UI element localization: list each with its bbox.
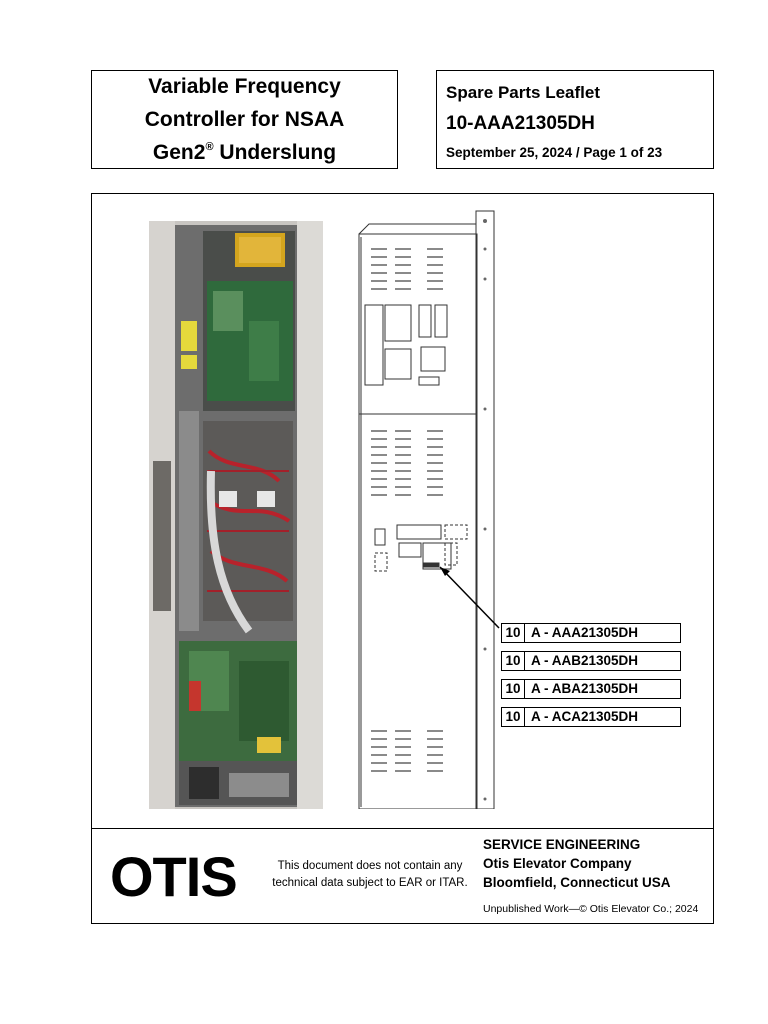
part-qty: 10: [502, 624, 525, 642]
part-label: [501, 679, 681, 699]
registered-mark: ®: [205, 141, 214, 153]
part-number: A - ABA21305DH: [531, 681, 639, 696]
part-number: A - AAA21305DH: [531, 625, 639, 640]
main-content-box: [91, 193, 714, 924]
title-line-3: [153, 136, 336, 169]
footer-divider: [92, 828, 713, 829]
title-line-1: Variable Frequency: [148, 75, 341, 98]
part-number: A - ACA21305DH: [531, 709, 639, 724]
title-line-2: Controller for NSAA: [144, 108, 345, 131]
part-qty: 10: [502, 708, 525, 726]
copyright-notice: Unpublished Work—© Otis Elevator Co.; 2024: [483, 903, 699, 915]
part-label: [501, 707, 681, 727]
leaflet-number: 10-AAA21305DH: [446, 113, 595, 134]
part-qty: 10: [502, 652, 525, 670]
title-line-3-rest: Underslung: [213, 141, 337, 164]
document-title-box: [91, 70, 398, 169]
leaflet-info-box: [436, 70, 714, 169]
part-label: [501, 651, 681, 671]
company-location: Bloomfield, Connecticut USA: [483, 875, 671, 890]
title-line-3-main: Gen2: [152, 141, 206, 164]
part-qty: 10: [502, 680, 525, 698]
leaflet-date-page: September 25, 2024 / Page 1 of 23: [446, 145, 663, 160]
otis-logo: OTIS: [110, 845, 237, 908]
controller-photo: [149, 221, 323, 809]
part-number: A - AAB21305DH: [531, 653, 639, 668]
export-disclaimer: This document does not contain any technical data subject to EAR or ITAR.: [272, 860, 468, 889]
company-name: Otis Elevator Company: [483, 856, 632, 871]
department: SERVICE ENGINEERING: [483, 837, 641, 852]
leaflet-type: Spare Parts Leaflet: [446, 83, 601, 102]
part-label: [501, 623, 681, 643]
company-info: [483, 835, 698, 916]
